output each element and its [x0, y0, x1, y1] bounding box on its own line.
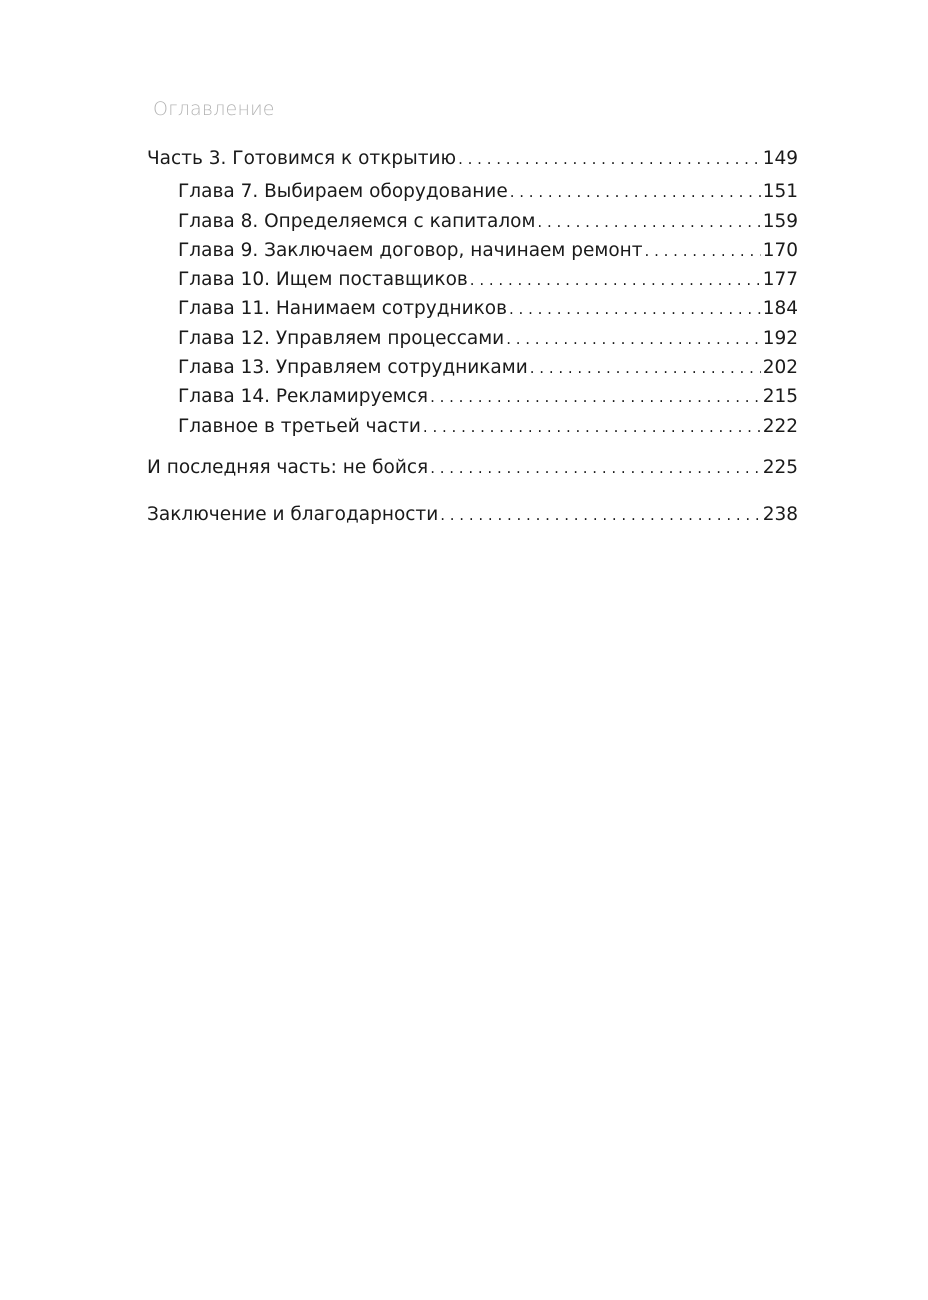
table-of-contents	[147, 144, 798, 530]
toc-entry-title: Глава 11. Нанимаем сотрудников	[178, 298, 508, 320]
toc-dot-leader	[645, 237, 761, 265]
toc-entry-chapter-7[interactable]	[147, 177, 798, 206]
toc-entry-chapter-14[interactable]	[147, 382, 798, 411]
toc-dot-leader	[530, 354, 761, 382]
toc-entry-chapter-8[interactable]	[147, 207, 798, 236]
toc-entry-title: Глава 10. Ищем поставщиков	[178, 269, 468, 291]
toc-dot-leader	[509, 295, 761, 323]
toc-entry-chapter-9[interactable]	[147, 236, 798, 265]
toc-entry-title: Главное в третьей части	[178, 415, 421, 437]
toc-entry-chapter-13[interactable]	[147, 353, 798, 382]
toc-dot-leader	[430, 383, 761, 411]
toc-entry-title: Глава 13. Управляем сотрудниками	[178, 357, 528, 379]
toc-dot-leader	[506, 325, 761, 353]
toc-entry-title: И последняя часть: не бойся	[147, 456, 429, 478]
toc-entry-page: 202	[762, 357, 798, 379]
toc-entry-title: Глава 7. Выбираем оборудование	[178, 181, 508, 203]
toc-entry-last-part[interactable]	[147, 453, 798, 482]
toc-entry-page: 177	[762, 269, 798, 291]
toc-entry-chapter-10[interactable]	[147, 265, 798, 294]
toc-entry-part-3-summary[interactable]	[147, 412, 798, 441]
toc-entry-part-3[interactable]	[147, 144, 798, 173]
toc-entry-title: Глава 8. Определяемся с капиталом	[178, 210, 536, 232]
toc-dot-leader	[510, 178, 761, 206]
toc-entry-page: 149	[762, 148, 798, 169]
toc-entry-page: 238	[762, 504, 798, 526]
toc-entry-page: 192	[762, 327, 798, 349]
toc-dot-leader	[458, 145, 761, 173]
toc-dot-leader	[430, 454, 761, 482]
toc-entry-page: 159	[762, 210, 798, 232]
toc-entry-chapter-11[interactable]	[147, 294, 798, 323]
toc-entry-page: 222	[762, 415, 798, 437]
toc-entry-title: Часть 3. Готовимся к открытию	[147, 148, 457, 169]
toc-dot-leader	[440, 501, 760, 529]
toc-entry-chapter-12[interactable]	[147, 324, 798, 353]
toc-entry-title: Заключение и благодарности	[147, 504, 439, 526]
toc-entry-conclusion[interactable]	[147, 500, 798, 529]
toc-entry-page: 170	[762, 239, 798, 261]
toc-dot-leader	[537, 208, 760, 236]
toc-entry-page: 151	[762, 181, 798, 203]
toc-entry-title: Глава 12. Управляем процессами	[178, 327, 505, 349]
toc-entry-title: Глава 9. Заключаем договор, начинаем ремонт	[178, 239, 643, 261]
toc-entry-page: 225	[762, 456, 798, 478]
toc-dot-leader	[470, 266, 761, 294]
toc-dot-leader	[423, 413, 761, 441]
toc-entry-page: 184	[762, 298, 798, 320]
toc-entry-page: 215	[762, 386, 798, 408]
page-header-title: Оглавление	[153, 98, 275, 120]
toc-entry-title: Глава 14. Рекламируемся	[178, 386, 429, 408]
